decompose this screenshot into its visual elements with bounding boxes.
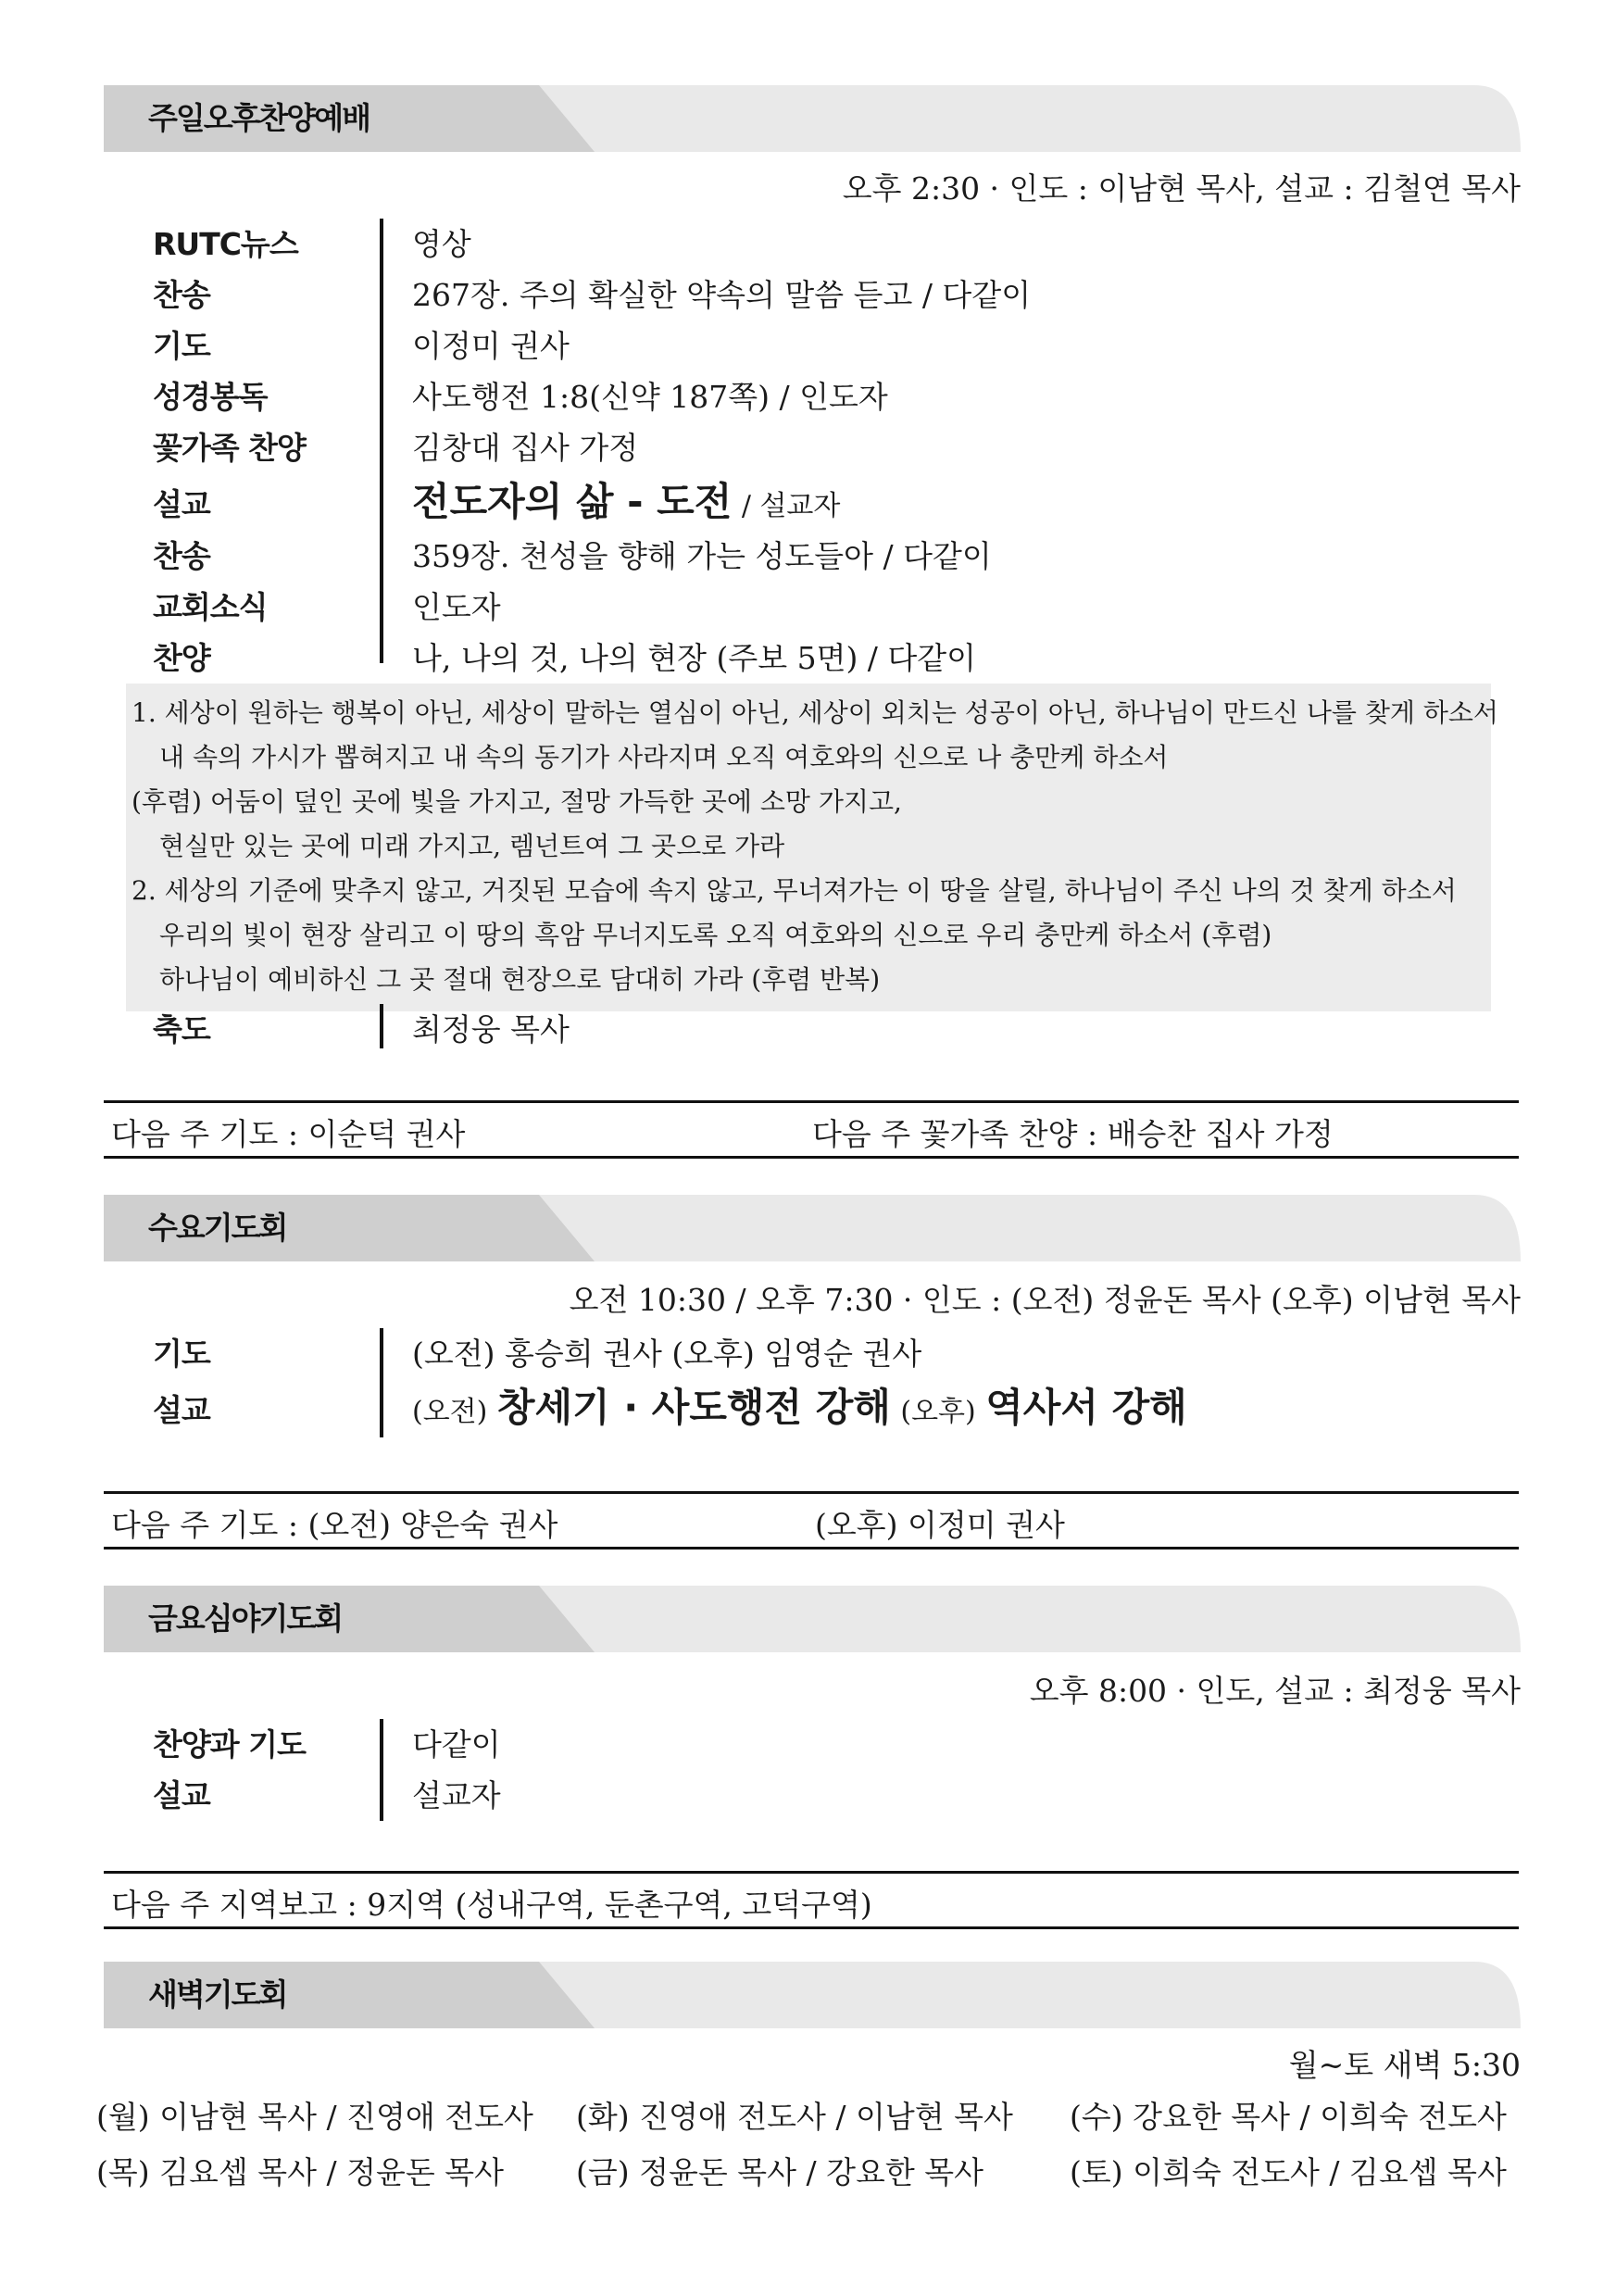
sunday-time: 오후 2:30 · 인도 : 이남현 목사, 설교 : 김철연 목사	[842, 170, 1521, 207]
order-label: 성경봉독	[153, 379, 268, 415]
pm-sermon-title: 역사서 강해	[985, 1385, 1187, 1430]
order-label: 꽃가족 찬양	[153, 430, 306, 466]
order-label: 교회소식	[153, 589, 268, 625]
divider-line	[380, 1004, 383, 1048]
friday-time: 오후 8:00 · 인도, 설교 : 최정웅 목사	[1029, 1673, 1521, 1709]
banner-shape	[104, 1962, 1521, 2028]
lyric-line: 하나님이 예비하신 그 곳 절대 현장으로 담대히 가라 (후렴 반복)	[159, 964, 881, 995]
order-value: 영상	[412, 226, 471, 262]
pm-tag: (오후)	[900, 1396, 976, 1428]
lyric-line: 1. 세상이 원하는 행복이 아닌, 세상이 말하는 열심이 아닌, 세상이 외치는 성공이 아닌, 하나님이 만드신 나를 찾게 하소서	[132, 697, 1498, 728]
sermon-by: / 설교자	[741, 490, 841, 522]
order-label: RUTC뉴스	[153, 226, 298, 262]
order-label: 설교	[153, 486, 210, 522]
order-value: 359장. 천성을 향해 가는 성도들아 / 다같이	[412, 538, 992, 574]
order-value: 인도자	[412, 589, 501, 625]
lyric-line: (후렴) 어둠이 덮인 곳에 빛을 가지고, 절망 가득한 곳에 소망 가지고,	[132, 786, 902, 817]
order-label: 찬송	[153, 538, 210, 574]
lyric-line: 내 속의 가시가 뽑혀지고 내 속의 동기가 사라지며 오직 여호와의 신으로 나 충만케 하소서	[159, 742, 1169, 772]
dawn-time: 월~토 새벽 5:30	[1288, 2047, 1521, 2083]
friday-next-week	[104, 1871, 1519, 1929]
wednesday-next-week	[104, 1491, 1519, 1549]
order-label: 설교	[153, 1392, 210, 1428]
lyric-line: 2. 세상의 기준에 맞추지 않고, 거짓된 모습에 속지 않고, 무너져가는 이 땅을 살릴, 하나님이 주신 나의 것 찾게 하소서	[132, 875, 1457, 906]
order-value: (오전) 홍승희 권사 (오후) 임영순 권사	[412, 1336, 922, 1372]
song-lyrics	[126, 684, 1498, 1011]
order-label: 찬송	[153, 277, 210, 313]
next-praise: 다음 주 꽃가족 찬양 : 배승찬 집사 가정	[812, 1116, 1334, 1152]
order-label: 기도	[153, 328, 210, 364]
order-value: 김창대 집사 가정	[412, 430, 639, 466]
divider-line	[380, 219, 383, 663]
order-value: 나, 나의 것, 나의 현장 (주보 5면) / 다같이	[412, 640, 977, 676]
next-prayer-pm: (오후) 이정미 권사	[815, 1507, 1065, 1543]
dawn-schedule-wed: (수) 강요한 목사 / 이희숙 전도사	[1070, 2099, 1507, 2135]
dawn-schedule-tue: (화) 진영애 전도사 / 이남현 목사	[576, 2099, 1013, 2135]
sermon-title: 전도자의 삶 - 도전	[412, 479, 733, 524]
order-value: 267장. 주의 확실한 약속의 말씀 듣고 / 다같이	[412, 277, 1032, 313]
order-label: 기도	[153, 1336, 210, 1372]
sermon-line	[412, 1377, 1187, 1433]
order-label: 설교	[153, 1777, 210, 1813]
order-value: 설교자	[412, 1777, 501, 1813]
dawn-schedule-fri: (금) 정윤돈 목사 / 강요한 목사	[576, 2154, 983, 2190]
section-title-sunday: 주일오후찬양예배	[148, 100, 370, 136]
section-banner-friday	[104, 1586, 1521, 1652]
order-value: 이정미 권사	[412, 328, 570, 364]
lyric-line: 현실만 있는 곳에 미래 가지고, 렘넌트여 그 곳으로 가라	[159, 831, 785, 861]
section-banner-wednesday	[104, 1195, 1521, 1261]
wednesday-time: 오전 10:30 / 오후 7:30 · 인도 : (오전) 정윤돈 목사 (오후) 이남현 목사	[569, 1282, 1521, 1318]
lyric-line: 우리의 빛이 현장 살리고 이 땅의 흑암 무너지도록 오직 여호와의 신으로 우리 충만케 하소서 (후렴)	[159, 920, 1272, 950]
divider-line	[380, 1719, 383, 1821]
section-banner-sunday	[104, 85, 1521, 152]
sermon-line	[412, 471, 840, 527]
divider-line	[380, 1328, 383, 1437]
order-value: 다같이	[412, 1726, 501, 1763]
am-sermon-title: 창세기 · 사도행전 강해	[496, 1385, 891, 1430]
section-title-wednesday: 수요기도회	[148, 1210, 287, 1246]
dawn-schedule-thu: (목) 김요셉 목사 / 정윤돈 목사	[96, 2154, 504, 2190]
order-label: 찬양	[153, 640, 210, 676]
banner-shape	[104, 1195, 1521, 1261]
order-label: 찬양과 기도	[153, 1726, 306, 1763]
sunday-next-week	[104, 1100, 1519, 1159]
next-region-report: 다음 주 지역보고 : 9지역 (성내구역, 둔촌구역, 고덕구역)	[111, 1887, 872, 1923]
order-label: 축도	[153, 1011, 210, 1048]
order-value: 사도행전 1:8(신약 187쪽) / 인도자	[412, 379, 888, 415]
dawn-schedule-mon: (월) 이남현 목사 / 진영애 전도사	[96, 2099, 533, 2135]
section-title-dawn: 새벽기도회	[148, 1976, 287, 2013]
am-tag: (오전)	[412, 1396, 488, 1428]
section-banner-dawn	[104, 1962, 1521, 2028]
dawn-schedule-sat: (토) 이희숙 전도사 / 김요셉 목사	[1070, 2154, 1507, 2190]
section-title-friday: 금요심야기도회	[148, 1600, 343, 1637]
next-prayer-am: 다음 주 기도 : (오전) 양은숙 권사	[111, 1507, 558, 1543]
order-value: 최정웅 목사	[412, 1011, 570, 1048]
next-prayer: 다음 주 기도 : 이순덕 권사	[111, 1116, 466, 1152]
